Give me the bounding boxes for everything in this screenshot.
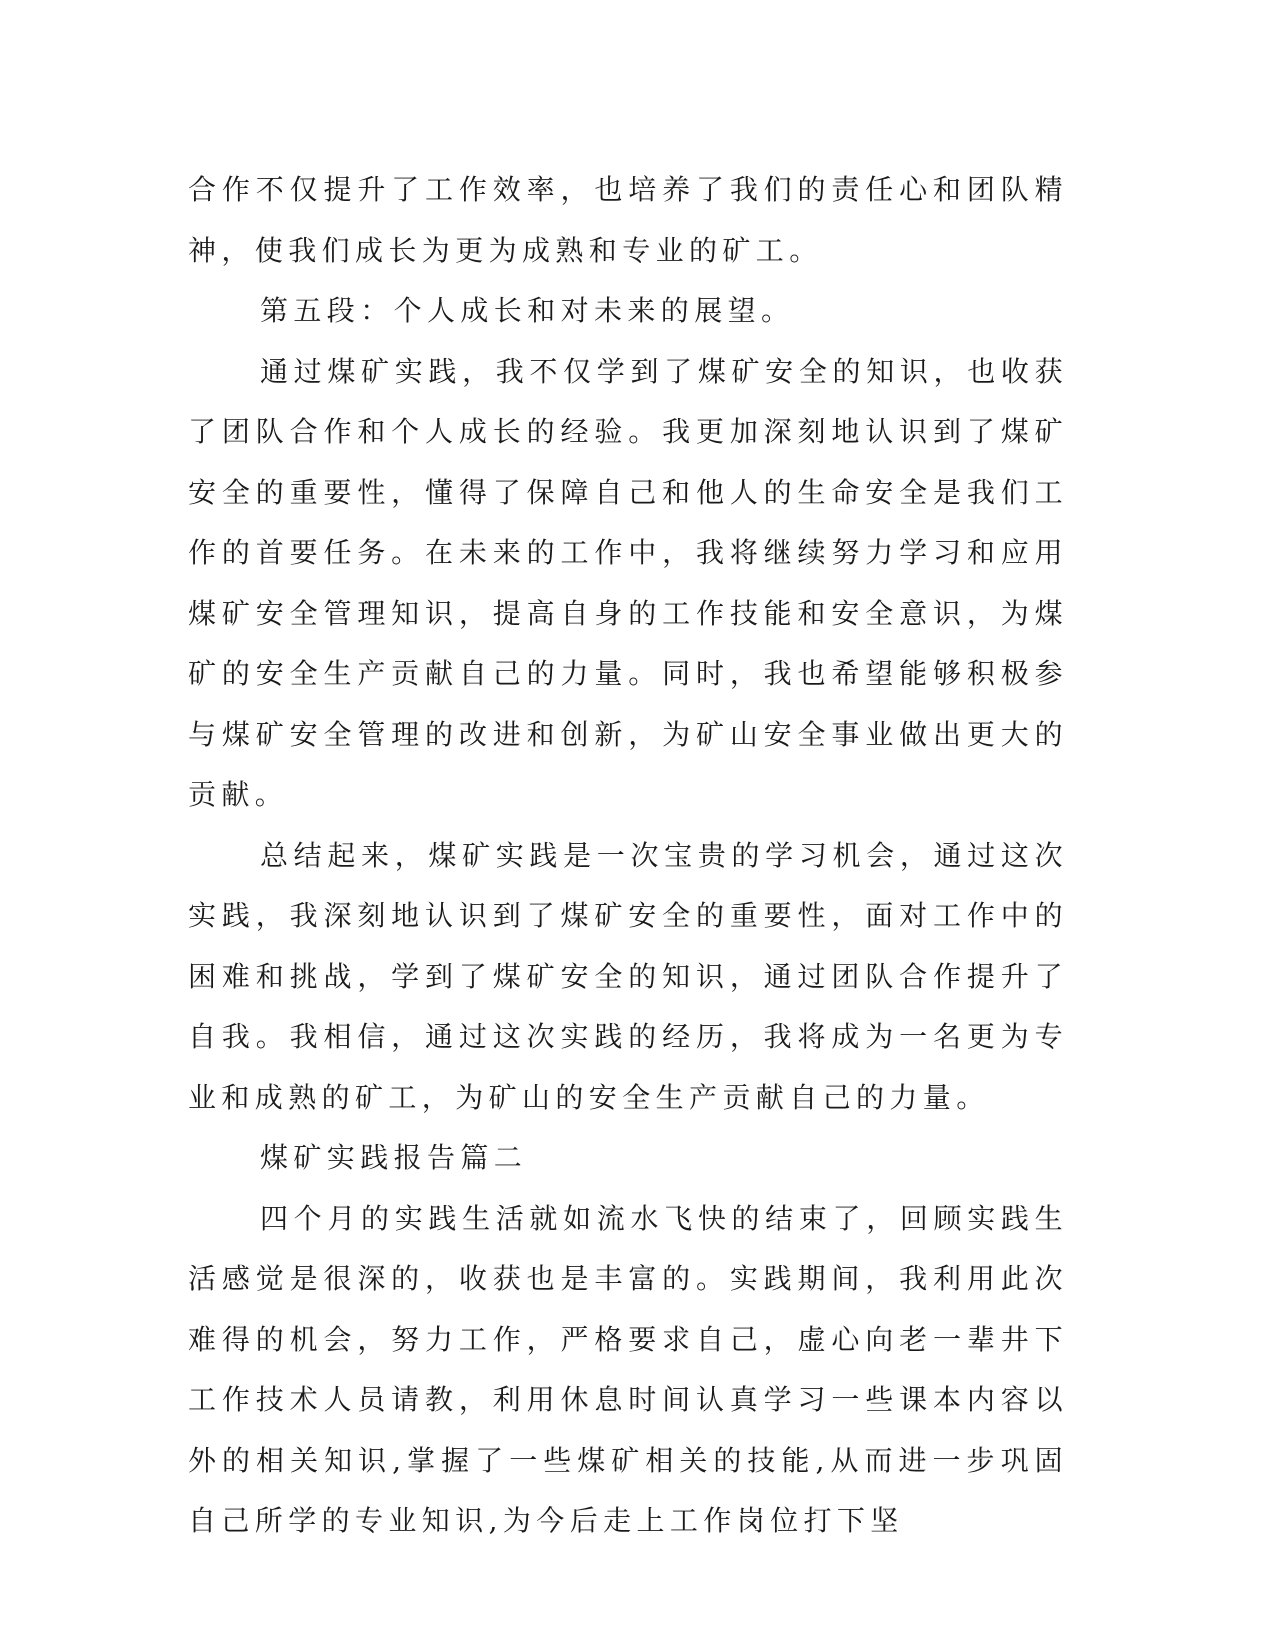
paragraph-personal-growth: 通过煤矿实践，我不仅学到了煤矿安全的知识，也收获了团队合作和个人成长的经验。我更加深刻地认识到了煤矿安全的重要性，懂得了保障自己和他人的生命安全是我们工作的首要任务。在未来的工作中，我将继续努力学习和应用煤矿安全管理知识，提高自身的工作技能和安全意识，为煤矿的安全生产贡献自己的力量。同时，我也希望能够积极参与煤矿安全管理的改进和创新，为矿山安全事业做出更大的贡献。 xyxy=(188,354,1068,811)
section-heading-part-five: 第五段：个人成长和对未来的展望。 xyxy=(260,294,795,327)
section-heading-report-two: 煤矿实践报告篇二 xyxy=(260,1141,528,1174)
paragraph-summary: 总结起来，煤矿实践是一次宝贵的学习机会，通过这次实践，我深刻地认识到了煤矿安全的重要性，面对工作中的困难和挑战，学到了煤矿安全的知识，通过团队合作提升了自我。我相信，通过这次实践的经历，我将成为一名更为专业和成熟的矿工，为矿山的安全生产贡献自己的力量。 xyxy=(188,838,1068,1114)
paragraph-continuation: 合作不仅提升了工作效率，也培养了我们的责任心和团队精神，使我们成长为更为成熟和专业的矿工。 xyxy=(188,173,1068,267)
paragraph-four-months: 四个月的实践生活就如流水飞快的结束了，回顾实践生活感觉是很深的，收获也是丰富的。实践期间，我利用此次难得的机会，努力工作，严格要求自己，虚心向老一辈井下工作技术人员请教，利用休息时间认真学习一些课本内容以外的相关知识,掌握了一些煤矿相关的技能,从而进一步巩固自己所学的专业知识,为今后走上工作岗位打下坚 xyxy=(188,1201,1068,1537)
document-body xyxy=(188,160,1068,1552)
